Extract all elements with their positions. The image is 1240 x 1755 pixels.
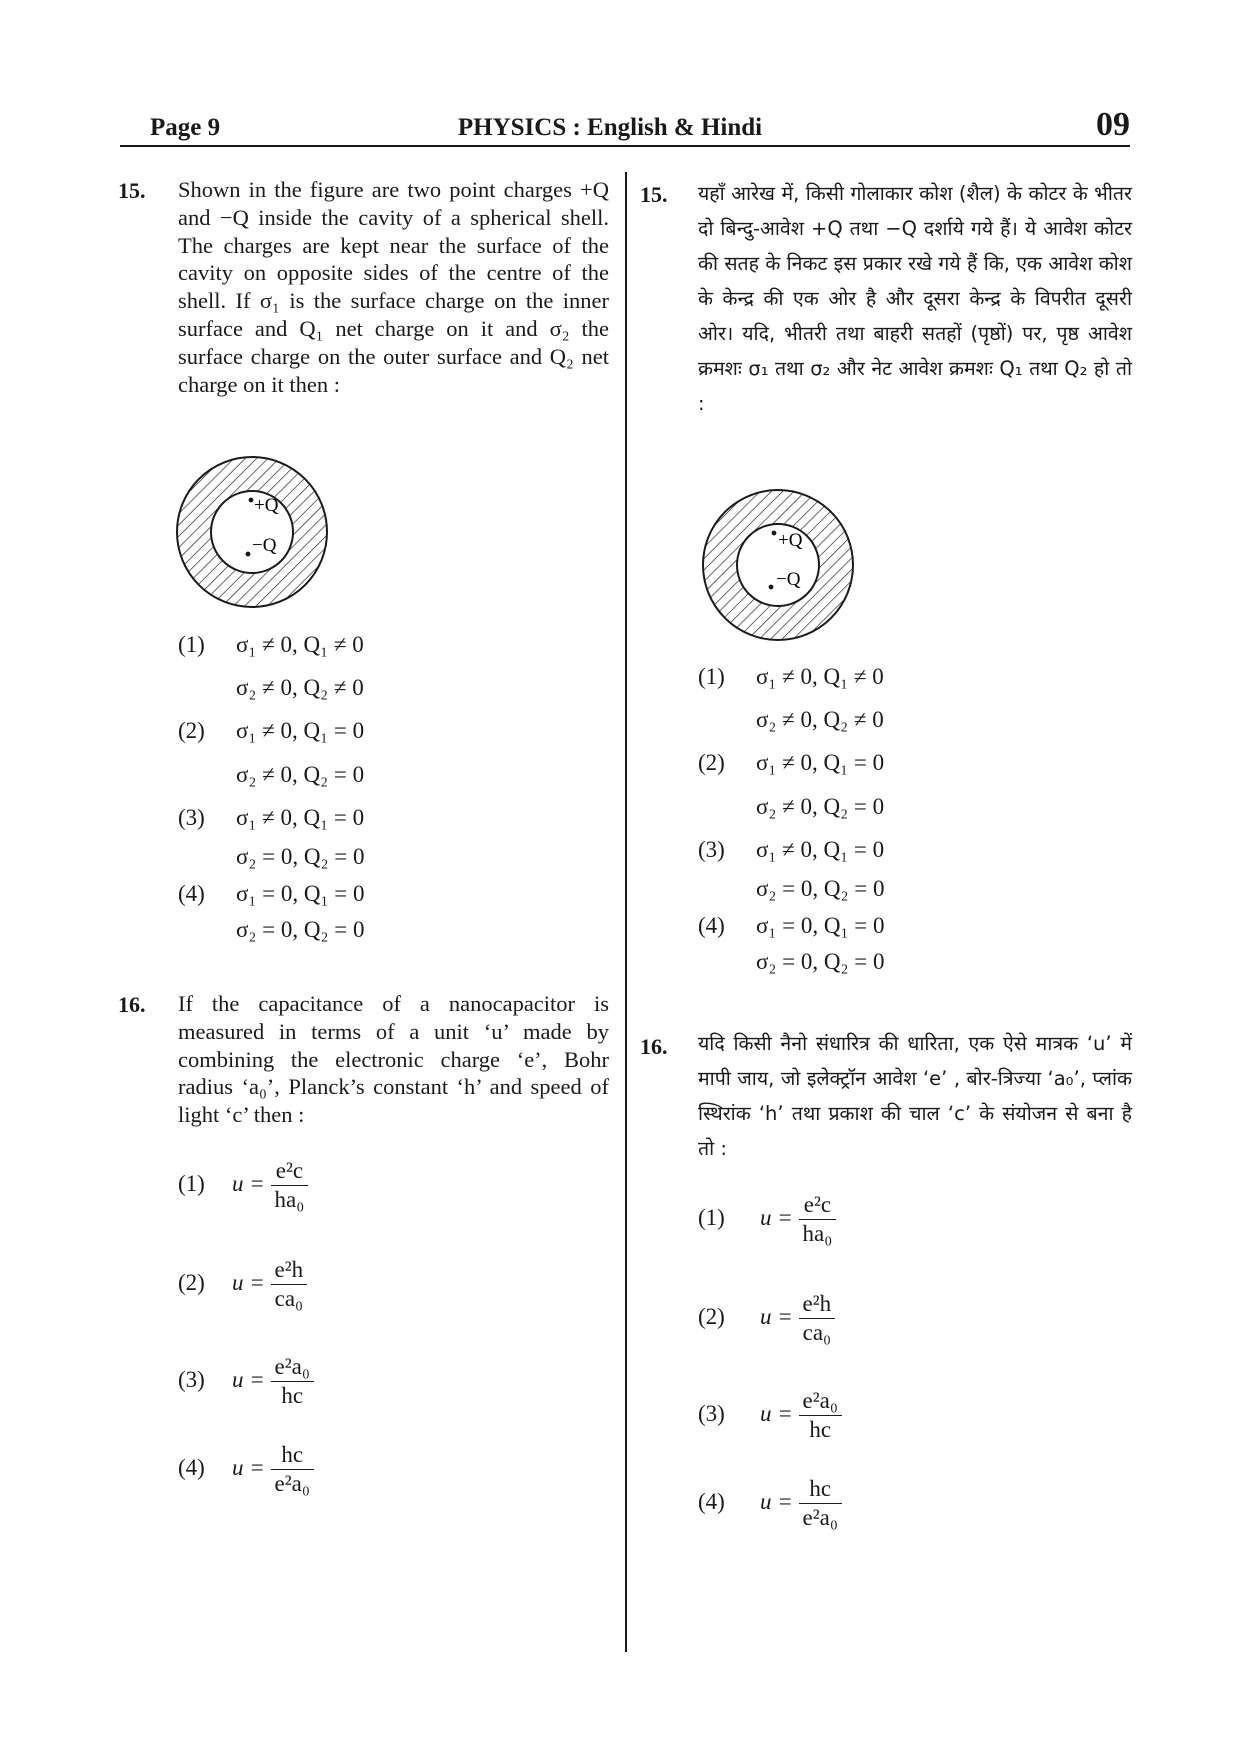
q16-option-1-lhs: u = [760, 1204, 793, 1230]
question-15-stem-hi: यहाँ आरेख में, किसी गोलाकार कोश (शैल) के कोटर के भीतर दो बिन्दु-आवेश +Q तथा −Q दर्शाये गये हैं। ये आवेश कोटर की सतह के निकट इस प्रकार रखे गये हैं कि, एक आवेश कोश के केन्द्र की एक ओर है और दूसरा केन्द्र के विपरीत दूसरी ओर। यदि, भीतरी तथा बाहरी सतहों (पृष्ठों) पर, पृष्ठ आवेश क्रमशः σ₁ तथा σ₂ और नेट आवेश क्रमशः Q₁ तथा Q₂ हो तो : [698, 182, 1132, 415]
q16-option-1-hi [698, 1192, 836, 1247]
q15-option-2-number: (2) [698, 750, 725, 775]
q16-option-4-denominator: e²a₀ [802, 1505, 838, 1530]
q16-option-4-lhs: u = [760, 1488, 793, 1514]
spherical-shell-figure-en [172, 452, 332, 612]
q16-option-1-numerator: e²c [271, 1158, 309, 1186]
q16-option-4-lhs: u = [232, 1454, 265, 1480]
q16-option-2-denominator: ca₀ [274, 1286, 304, 1311]
q15-option-4-line-b: σ₂ = 0, Q₂ = 0 [236, 917, 365, 942]
q15-option-1-line-b: σ₂ ≠ 0, Q₂ ≠ 0 [756, 707, 884, 732]
q16-option-2-en [178, 1257, 307, 1312]
minus-charge-label: −Q [776, 569, 801, 590]
q16-option-2-lhs: u = [760, 1303, 793, 1329]
q16-option-2-numerator: e²h [799, 1291, 836, 1319]
q16-option-3-lhs: u = [760, 1400, 793, 1426]
page-number: 09 [1096, 106, 1130, 143]
q15-option-3-line-a: σ₁ ≠ 0, Q₁ = 0 [756, 837, 885, 862]
header-divider [120, 145, 1130, 147]
q16-option-3-lhs: u = [232, 1366, 265, 1392]
q16-option-3-numerator: e²a₀ [271, 1354, 314, 1382]
page-title: PHYSICS : English & Hindi [457, 114, 763, 141]
q16-option-2-number: (2) [698, 1303, 725, 1329]
q15-option-4-number: (4) [178, 881, 205, 906]
q16-option-1-number: (1) [698, 1204, 725, 1230]
q15-option-3-number: (3) [178, 805, 205, 830]
q16-option-2-number: (2) [178, 1269, 205, 1295]
spherical-shell-figure-hi [698, 485, 858, 645]
q16-option-1-fraction [799, 1192, 837, 1247]
question-16-stem-hi: यदि किसी नैनो संधारित्र की धारिता, एक ऐसे मात्रक ‘u’ में मापी जाय, जो इलेक्ट्रॉन आवेश ‘e’ , बोर-त्रिज्या ‘a₀’, प्लांक स्थिरांक ‘h’ तथा प्रकाश की चाल ‘c’ के संयोजन से बना है तो : [698, 1032, 1132, 1160]
minus-charge-dot [246, 552, 251, 557]
q16-option-3-denominator: hc [809, 1417, 832, 1442]
q15-option-4-number: (4) [698, 913, 725, 938]
q16-option-3-fraction [799, 1388, 842, 1443]
q15-option-1-line-b: σ₂ ≠ 0, Q₂ ≠ 0 [236, 675, 364, 700]
q16-option-1-fraction [271, 1158, 309, 1213]
q15-option-1-line-a: σ₁ ≠ 0, Q₁ ≠ 0 [236, 632, 364, 657]
q16-option-3-number: (3) [698, 1400, 725, 1426]
cavity-circle [211, 491, 293, 573]
q15-option-3-number: (3) [698, 837, 725, 862]
q16-option-2-hi [698, 1291, 835, 1346]
plus-charge-label: +Q [778, 530, 803, 551]
q16-option-1-denominator: ha₀ [274, 1187, 305, 1212]
question-16-stem-en: If the capacitance of a nanocapacitor is measured in terms of a unit ‘u’ made by combining the electronic charge ‘e’, Bohr radius ‘a₀’, Planck’s constant ‘h’ and speed of light ‘c’ then : [178, 991, 609, 1128]
q15-option-3-line-a: σ₁ ≠ 0, Q₁ = 0 [236, 805, 365, 830]
q16-option-3-fraction [271, 1354, 314, 1409]
q15-option-3-line-b: σ₂ = 0, Q₂ = 0 [756, 876, 885, 901]
q16-option-1-number: (1) [178, 1170, 205, 1196]
minus-charge-dot [769, 585, 774, 590]
q16-option-2-fraction [799, 1291, 836, 1346]
question-16-number-en: 16. [118, 992, 146, 1017]
q16-option-4-en [178, 1442, 314, 1497]
q15-option-1-line-a: σ₁ ≠ 0, Q₁ ≠ 0 [756, 664, 884, 689]
minus-charge-label: −Q [252, 535, 277, 556]
q16-option-2-fraction [271, 1257, 308, 1312]
q16-option-3-numerator: e²a₀ [799, 1388, 842, 1416]
q15-option-4-line-a: σ₁ = 0, Q₁ = 0 [756, 913, 885, 938]
q15-option-3-line-b: σ₂ = 0, Q₂ = 0 [236, 844, 365, 869]
question-15-stem-en: Shown in the figure are two point charges +Q and −Q inside the cavity of a spherical shell. The charges are kept near the surface of the cavity on opposite sides of the centre of the shell. If σ₁ is the surface charge on the inner surface and Q₁ net charge on it and σ₂ the surface charge on the outer surface and Q₂ net charge on it then : [178, 177, 609, 397]
q16-option-2-lhs: u = [232, 1269, 265, 1295]
column-divider [625, 172, 627, 1652]
plus-charge-dot [249, 498, 254, 503]
page-label: Page 9 [150, 114, 221, 141]
q15-option-4-line-a: σ₁ = 0, Q₁ = 0 [236, 881, 365, 906]
q15-option-2-line-a: σ₁ ≠ 0, Q₁ = 0 [756, 750, 885, 775]
q16-option-4-fraction [799, 1476, 842, 1531]
q16-option-1-numerator: e²c [799, 1192, 837, 1220]
q15-option-1-number: (1) [178, 632, 205, 657]
plus-charge-dot [772, 531, 777, 536]
q16-option-2-denominator: ca₀ [802, 1320, 832, 1345]
q16-option-1-en [178, 1158, 308, 1213]
q16-option-4-numerator: hc [799, 1476, 842, 1504]
q15-option-2-line-b: σ₂ ≠ 0, Q₂ = 0 [756, 794, 885, 819]
q15-option-2-line-a: σ₁ ≠ 0, Q₁ = 0 [236, 718, 365, 743]
q16-option-1-lhs: u = [232, 1170, 265, 1196]
q16-option-4-hi [698, 1476, 842, 1531]
q16-option-4-number: (4) [698, 1488, 725, 1514]
q16-option-3-hi [698, 1388, 842, 1443]
plus-charge-label: +Q [254, 495, 279, 516]
q16-option-3-number: (3) [178, 1366, 205, 1392]
q16-option-4-number: (4) [178, 1454, 205, 1480]
q16-option-4-numerator: hc [271, 1442, 314, 1470]
q16-option-4-denominator: e²a₀ [274, 1471, 310, 1496]
q15-option-2-line-b: σ₂ ≠ 0, Q₂ = 0 [236, 762, 365, 787]
q16-option-3-denominator: hc [281, 1383, 304, 1408]
q16-option-2-numerator: e²h [271, 1257, 308, 1285]
q16-option-3-en [178, 1354, 314, 1409]
q15-option-2-number: (2) [178, 718, 205, 743]
question-16-number-hi: 16. [640, 1034, 668, 1059]
question-15-number-hi: 15. [640, 182, 668, 207]
q16-option-1-denominator: ha₀ [802, 1221, 833, 1246]
q15-option-1-number: (1) [698, 664, 725, 689]
question-15-number-en: 15. [118, 178, 146, 203]
q15-option-4-line-b: σ₂ = 0, Q₂ = 0 [756, 949, 885, 974]
q16-option-4-fraction [271, 1442, 314, 1497]
